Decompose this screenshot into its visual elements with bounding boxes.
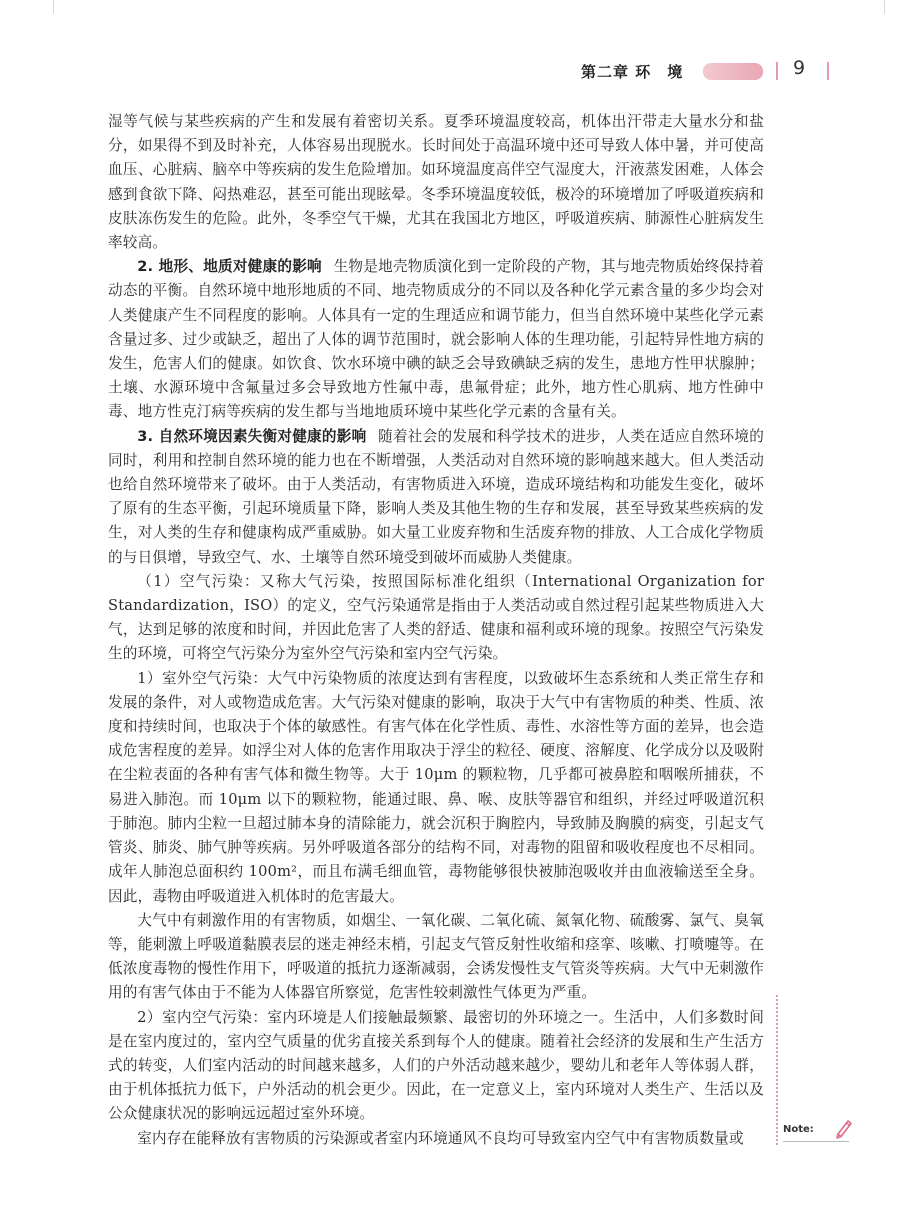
note-margin-rule (776, 995, 778, 1145)
section-heading: 3. 自然环境因素失衡对健康的影响 (137, 427, 367, 445)
page-number: 9 (793, 57, 806, 79)
paragraph-text: 2）室内空气污染：室内环境是人们接触最频繁、最密切的外环境之一。生活中，人们多数时间是在室内度过的，室内空气质量的优劣直接关系到每个人的健康。随着社会经济的发展和生产生活方式的转变，人们室内活动的时间越来越多，人们的户外活动越来越少，婴幼儿和老年人等体弱人群，由于机体抵抗力低下，户外活动的机会更少。因此，在一定意义上，室内环境对人类生产、生活以及公众健康状况的影响远远超过室外环境。 (108, 1008, 764, 1123)
pencil-icon (833, 1117, 855, 1139)
note-underline (783, 1141, 849, 1142)
crop-mark-left (53, 0, 54, 14)
section-paragraph (108, 425, 764, 570)
paragraph (108, 1127, 764, 1151)
header-divider (776, 62, 778, 80)
paragraph (108, 1006, 764, 1127)
paragraph (108, 909, 764, 1006)
body-text (108, 110, 764, 1151)
crop-mark-right (884, 0, 885, 14)
paragraph-text: （1）空气污染：又称大气污染，按照国际标准化组织（International Organization for Standardization，ISO）的定义，空气污染通常是指由于人类活动或自然过程引起某些物质进入大气，达到足够的浓度和时间，并因此危害了人类的舒适、健康和福利或环境的现象。按照空气污染发生的环境，可将空气污染分为室外空气污染和室内空气污染。 (108, 572, 764, 663)
paragraph-text: 1）室外空气污染：大气中污染物质的浓度达到有害程度，以致破坏生态系统和人类正常生存和发展的条件，对人或物造成危害。大气污染对健康的影响，取决于大气中有害物质的种类、性质、浓度和持续时间，也取决于个体的敏感性。有害气体在化学性质、毒性、水溶性等方面的差异，也会造成危害程度的差异。如浮尘对人体的危害作用取决于浮尘的粒径、硬度、溶解度、化学成分以及吸附在尘粒表面的各种有害气体和微生物等。大于 10μm 的颗粒物，几乎都可被鼻腔和咽喉所捕获，不易进入肺泡。而 10μm 以下的颗粒物，能通过眼、鼻、喉、皮肤等器官和组织，并经过呼吸道沉积于肺泡。肺内尘粒一旦超过肺本身的清除能力，就会沉积于胸腔内，导致肺及胸膜的病变，引起支气管炎、肺炎、肺气肿等疾病。另外呼吸道各部分的结构不同，对毒物的阻留和吸收程度也不尽相同。成年人肺泡总面积约 100m²，而且布满毛细血管，毒物能够很快被肺泡吸收并由血液输送至全身。因此，毒物由呼吸道进入机体时的危害最大。 (108, 669, 764, 905)
note-area (783, 1120, 861, 1142)
page-header (0, 58, 900, 86)
paragraph-text: 生物是地壳物质演化到一定阶段的产物，其与地壳物质始终保持着动态的平衡。自然环境中地形地质的不同、地壳物质成分的不同以及各种化学元素含量的多少均会对人类健康产生不同程度的影响。人体具有一定的生理适应和调节能力，但当自然环境中某些化学元素含量过多、过少或缺乏，超出了人体的调节范围时，就会影响人体的生理功能，引起特异性地方病的发生，危害人们的健康。如饮食、饮水环境中碘的缺乏会导致碘缺乏病的发生，患地方性甲状腺肿；土壤、水源环境中含氟量过多会导致地方性氟中毒，患氟骨症；此外，地方性心肌病、地方性砷中毒、地方性克汀病等疾病的发生都与当地地质环境中某些化学元素的含量有关。 (108, 258, 764, 421)
paragraph-text: 大气中有刺激作用的有害物质，如烟尘、一氧化碳、二氧化硫、氮氧化物、硫酸雾、氯气、臭氧等，能刺激上呼吸道黏膜表层的迷走神经末梢，引起支气管反射性收缩和痉挛、咳嗽、打喷嚏等。在低浓度毒物的慢性作用下，呼吸道的抵抗力逐渐减弱，会诱发慢性支气管炎等疾病。大气中无刺激作用的有害气体由于不能为人体器官所察觉，危害性较刺激性气体更为严重。 (108, 911, 764, 1002)
section-paragraph (108, 255, 764, 424)
chapter-accent-bar (703, 63, 763, 80)
note-label: Note: (783, 1124, 814, 1135)
chapter-title: 第二章 环 境 (581, 63, 684, 81)
paragraph (108, 570, 764, 667)
paragraph-text: 随着社会的发展和科学技术的进步，人类在适应自然环境的同时，利用和控制自然环境的能力也在不断增强，人类活动对自然环境的影响越来越大。但人类活动也给自然环境带来了破坏。由于人类活动，有害物质进入环境，造成环境结构和功能发生变化，破坏了原有的生态平衡，引起环境质量下降，影响人类及其他生物的生存和发展，甚至导致某些疾病的发生，对人类的生存和健康构成严重威胁。如大量工业废弃物和生活废弃物的排放、人工合成化学物质的与日俱增，导致空气、水、土壤等自然环境受到破坏而威胁人类健康。 (108, 427, 764, 566)
paragraph (108, 110, 764, 255)
paragraph-text: 湿等气候与某些疾病的产生和发展有着密切关系。夏季环境温度较高，机体出汗带走大量水分和盐分，如果得不到及时补充，人体容易出现脱水。长时间处于高温环境中还可导致人体中暑，并可使高血压、心脏病、脑卒中等疾病的发生危险增加。如环境温度高伴空气湿度大，汗液蒸发困难，人体会感到食欲下降、闷热难忍，甚至可能出现眩晕。冬季环境温度较低，极冷的环境增加了呼吸道疾病和皮肤冻伤发生的危险。此外，冬季空气干燥，尤其在我国北方地区，呼吸道疾病、肺源性心脏病发生率较高。 (108, 113, 764, 252)
paragraph-text: 室内存在能释放有害物质的污染源或者室内环境通风不良均可导致室内空气中有害物质数量或 (137, 1129, 744, 1147)
paragraph (108, 667, 764, 909)
header-divider (827, 62, 829, 80)
section-heading: 2. 地形、地质对健康的影响 (137, 258, 322, 276)
